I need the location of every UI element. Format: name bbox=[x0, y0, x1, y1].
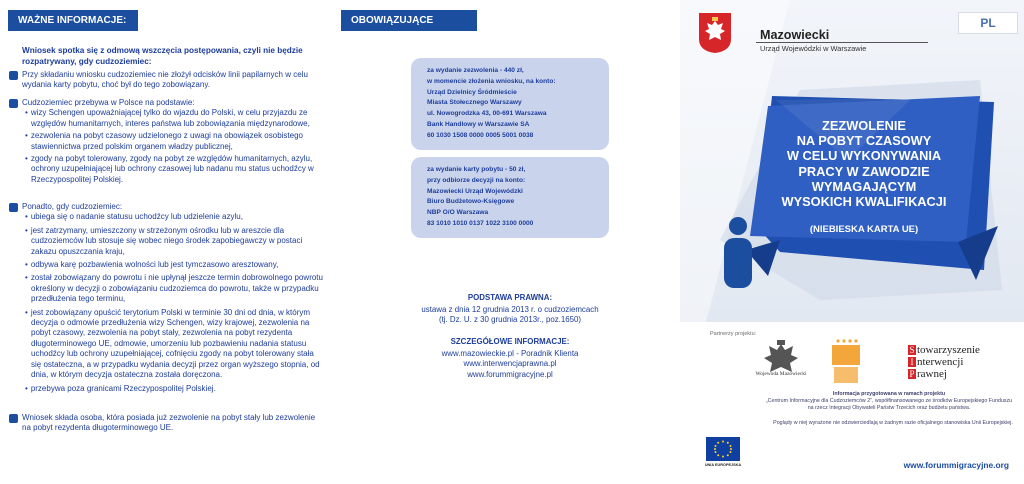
list-item: • jest zobowiązany opuścić terytorium Polski w terminie 30 dni od dnia, w którym decyzja o odmowie przedłużenia wizy Schengen, wizy krajowej, zezwolenia na pobyt czasowy, zezwolenia na pobyt stały, zezwolenia na pobyt rezydenta długoterminowego UE, odmowie, umorzeniu lub pozbawieniu nadania statusu uchodźcy lub ochrony uzupełniającej, cofnięciu zgody na pobyt tolerowany stała się ostateczna, a w przypadku wydania decyzji przez organ wyższego stopnia, od dnia, w którym decyzja ostateczna została doręczona. bbox=[22, 308, 326, 381]
cover-subtitle: (NIEBIESKA KARTA UE) bbox=[809, 224, 919, 235]
info-item: Cudzoziemiec przebywa w Polsce na podstawie: • wizy Schengen upoważniającej tylko do wjazdu do Polski, w celu przyjazdu ze względów humanitarnych, interes państwa lub zobowiązania międzynarodowe, • zezwolenia na pobyt czasowy udzielonego z uwagi na obowiązek osobistego stawiennictwa przed polskim organem władzy publicznej, • zgody na pobyt tolerowany, zgody na pobyt ze względów humanitarnych, azylu, ochrony uzupełniającej lub ochrony czasowej lub nadanu mu status uchodźcy w Rzeczypospolitej Polskiej. bbox=[22, 98, 326, 185]
list-item: • przebywa poza granicami Rzeczypospolitej Polskiej. bbox=[22, 384, 326, 394]
sip-logo: S towarzyszenie I nterwencji P rawnej bbox=[909, 344, 980, 380]
eagle-emblem-icon bbox=[699, 13, 731, 53]
link-forummigracyjne[interactable]: www.forummigracyjne.pl bbox=[467, 369, 553, 379]
important-info-header: WAŻNE INFORMACJE: bbox=[8, 10, 138, 31]
language-badge: PL bbox=[958, 12, 1018, 34]
info-item: Ponadto, gdy cudzoziemiec: • ubiega się o nadanie statusu uchodźcy lub udzielenie azylu, • jest zatrzymany, umieszczony w strzeżonym ośrodku lub w areszcie dla cudzoziemców lub stosuje się wobec niego środek zapobiegawczy w postaci zakazu opuszczania kraju, • odbywa karę pozbawienia wolności lub jest tymczasowo aresztowany, • został zobowiązany do powrotu i nie upłynął jeszcze termin dobrowolnego powrotu określony w decyzji o zobowiązaniu cudzoziemca do powrotu, także w przypadku przedłużenia tego terminu, • jest zobowiązany opuścić terytorium Polski w terminie 30 dni od dnia, w którym decyzja o odmowie przedłużenia wizy Schengen, wizy krajowej, zezwolenia na pobyt czasowy, zezwolenia na pobyt stały, zezwolenia na pobyt rezydenta długoterminowego UE, odmowie, umorzeniu lub pozbawieniu nadania statusu uchodźcy lub ochrony uzupełniającej, cofnięciu zgody na pobyt tolerowany stała się ostateczna, a w przypadku wydania decyzji przez organ wyższego stopnia, od dnia, w którym decyzja ostateczna została doręczona. • przebywa poza granicami Rzeczypospolitej Polskiej. bbox=[22, 202, 326, 394]
fees-header: OBOWIĄZUJĄCE OPŁATY: bbox=[341, 10, 477, 31]
link-interwencjaprawna[interactable]: www.interwencjaprawna.pl bbox=[463, 359, 557, 369]
square-bullet-icon bbox=[9, 99, 18, 108]
logo-name: Mazowiecki bbox=[760, 28, 830, 42]
info-item: Wniosek składa osoba, która posiada już zezwolenie na pobyt stały lub zezwolenie na pobyt rezydenta długoterminowego UE. bbox=[22, 413, 326, 434]
wojewoda-label: Wojewoda Mazowiecki bbox=[755, 371, 807, 377]
square-bullet-icon bbox=[9, 414, 18, 423]
fee-card-box: za wydanie karty pobytu - 50 zł, przy odbiorze decyzji na konto: Mazowiecki Urząd Wojewódzki Biuro Budżetowo-Księgowe NBP O/O Warszawa 83 1010 1010 0137 1022 3100 0000 bbox=[411, 157, 609, 238]
cover-title: ZEZWOLENIE NA POBYT CZASOWY W CELU WYKONYWANIA PRACY W ZAWODZIE WYMAGAJĄCYM WYSOKICH KWALIFIKACJI bbox=[781, 118, 947, 210]
partners-label: Partnerzy projektu: bbox=[710, 331, 757, 337]
list-item: • odbywa karę pozbawienia wolności lub jest tymczasowo aresztowany, bbox=[22, 260, 326, 270]
list-item: • wizy Schengen upoważniającej tylko do wjazdu do Polski, w celu przyjazdu ze względów humanitarnych, interes państwa lub zobowiązania międzynarodowe, bbox=[22, 108, 326, 129]
person-icon bbox=[710, 214, 770, 294]
project-info: Informacja przygotowana w ramach projektu „Centrum Informacyjne dla Cudzoziemców 2”, współfinansowanego ze środków Europejskiego Funduszu na rzecz Integracji Obywateli Państw Trzecich oraz budżetu państwa. bbox=[765, 391, 1013, 411]
eu-label: UNIA EUROPEJSKA bbox=[704, 463, 742, 467]
info-item: Przy składaniu wniosku cudzoziemiec nie złożył odcisków linii papilarnych w celu wydania karty pobytu, choć był do tego zobowiązany. bbox=[22, 70, 326, 91]
panel-important-info bbox=[0, 0, 338, 484]
wojewoda-eagle-icon bbox=[750, 340, 812, 388]
refusal-lead: Wniosek spotka się z odmową wszczęcia postępowania, czyli nie będzie rozpatrywany, gdy cudzoziemiec: bbox=[22, 46, 303, 66]
more-info: SZCZEGÓŁOWE INFORMACJE: www.mazowieckie.pl - Poradnik Klienta www.interwencjaprawna.pl www.forummigracyjne.pl bbox=[349, 337, 671, 380]
panel-fees bbox=[339, 0, 679, 484]
website-link[interactable]: www.forummigracyjne.org bbox=[903, 460, 1009, 470]
list-item: • jest zatrzymany, umieszczony w strzeżonym ośrodku lub w areszcie dla cudzoziemców lub stosuje się wobec niego środek zapobiegawczy w postaci zakazu opuszczania kraju, bbox=[22, 226, 326, 257]
panel-cover bbox=[680, 0, 1024, 484]
list-item: • został zobowiązany do powrotu i nie upłynął jeszcze termin dobrowolnego powrotu określony w decyzji o zobowiązaniu cudzoziemca do powrotu, także w przypadku przedłużenia tego terminu, bbox=[22, 273, 326, 304]
list-item: • zgody na pobyt tolerowany, zgody na pobyt ze względów humanitarnych, azylu, ochrony uzupełniającej lub ochrony czasowej lub nadanu mu status uchodźcy w Rzeczypospolitej Polskiej. bbox=[22, 154, 326, 185]
square-bullet-icon bbox=[9, 71, 18, 80]
eu-flag-icon bbox=[706, 437, 740, 461]
list-item: • zezwolenia na pobyt czasowy udzielonego z uwagi na obowiązek osobistego stawiennictwa przed polskim organem władzy publicznej, bbox=[22, 131, 326, 152]
legal-basis: PODSTAWA PRAWNA: ustawa z dnia 12 grudnia 2013 r. o cudzoziemcach (tj. Dz. U. z 30 grudnia 2013r., poz.1650) bbox=[421, 293, 599, 325]
fee-permit-box: za wydanie zezwolenia - 440 zł, w momencie złożenia wniosku, na konto: Urząd Dzielnicy Śródmieście Miasta Stołecznego Warszawy ul. Nowogrodzka 43, 00-691 Warszawa Bank Handlowy w Warszawie SA 60 1030 1508 0000 0005 5001 0038 bbox=[411, 58, 609, 150]
logo-divider bbox=[756, 42, 928, 43]
eu-disclaimer: Poglądy w niej wyrażone nie odzwierciedlają w żadnym razie oficjalnego stanowiska Unii Europejskiej. bbox=[773, 420, 1013, 426]
logo-subtitle: Urząd Wojewódzki w Warszawie bbox=[760, 44, 867, 53]
pfm-logo-icon bbox=[830, 339, 862, 385]
list-item: • ubiega się o nadanie statusu uchodźcy lub udzielenie azylu, bbox=[22, 212, 326, 222]
square-bullet-icon bbox=[9, 203, 18, 212]
link-mazowieckie[interactable]: www.mazowieckie.pl - Poradnik Klienta bbox=[441, 349, 579, 359]
